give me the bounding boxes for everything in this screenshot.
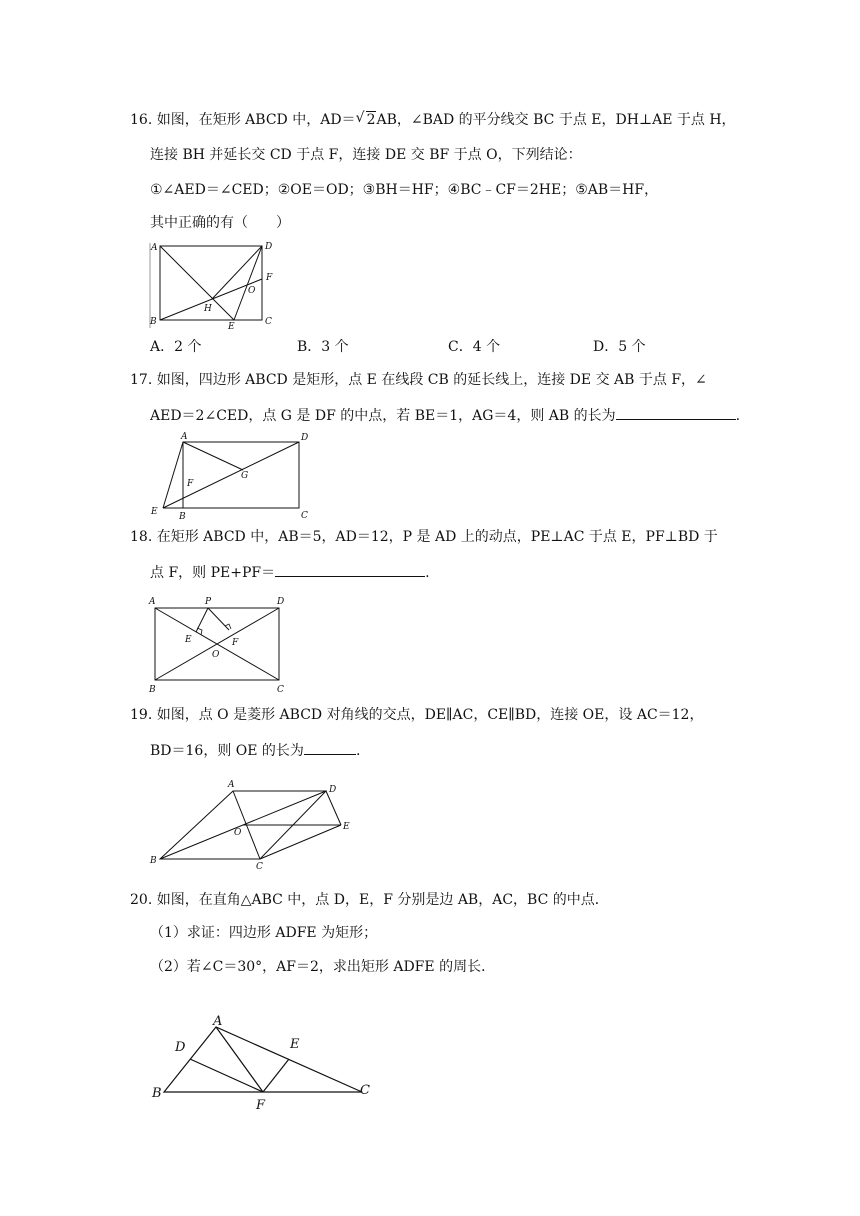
q16-line2: 连接 BH 并延长交 CD 于点 F，连接 DE 交 BF 于点 O，下列结论： — [150, 147, 582, 163]
q18-line2-end: . — [425, 565, 430, 581]
q16-label-d: D — [265, 242, 273, 252]
q19-figure — [145, 775, 360, 870]
q19-label-d: D — [329, 785, 337, 795]
q20-part2: （2）若∠C＝30°，AF＝2，求出矩形 ADFE 的周长． — [150, 959, 496, 975]
q16-label-e: E — [228, 322, 235, 330]
q18-answer-blank[interactable] — [275, 562, 425, 577]
q19-label-o: O — [234, 828, 242, 838]
q19-number: 19. — [130, 707, 153, 723]
q18-number: 18. — [130, 529, 153, 545]
q19-line2-end: . — [355, 743, 361, 759]
q20-figure — [148, 1015, 378, 1115]
q19-line1 — [130, 705, 703, 725]
q16-label-o: O — [248, 286, 256, 296]
q19-label-e: E — [343, 822, 350, 832]
q18-label-a: A — [149, 597, 156, 607]
q20-line1 — [130, 890, 609, 910]
sqrt-value: 2 — [366, 112, 376, 128]
q17-label-c: C — [301, 511, 308, 521]
sqrt-expression: √ 2 — [355, 110, 376, 128]
q19-label-a: A — [228, 780, 235, 790]
q16-label-h: H — [204, 304, 212, 314]
q19-label-b: B — [150, 856, 157, 866]
q16-option-a: A．2 个 — [150, 339, 202, 355]
q20-label-f: F — [256, 1098, 266, 1113]
q18-label-f: F — [232, 638, 239, 648]
q20-label-a: A — [213, 1015, 223, 1029]
q19-line2 — [150, 740, 360, 761]
q18-label-c: C — [277, 685, 284, 695]
q17-line1 — [130, 370, 707, 390]
q20-label-e: E — [290, 1037, 300, 1052]
q16-line1 — [130, 110, 736, 130]
q18-label-o: O — [212, 650, 220, 660]
q18-line2 — [150, 562, 430, 583]
q18-line2-text: 点 F，则 PE+PF＝ — [150, 565, 276, 581]
q17-line2 — [150, 405, 740, 426]
q19-line2-text: BD＝16，则 OE 的长为 — [150, 743, 304, 759]
q17-label-a: A — [181, 432, 188, 442]
q17-label-g: G — [241, 471, 249, 481]
q16-label-b: B — [150, 317, 157, 327]
q19-line1-text: 如图，点 O 是菱形 ABCD 对角线的交点，DE∥AC，CE∥BD，连接 OE，设 AC＝12， — [156, 707, 704, 723]
q19-label-c: C — [256, 862, 263, 870]
q16-figure — [145, 238, 280, 330]
q18-line1-text: 在矩形 ABCD 中，AB＝5，AD＝12，P 是 AD 上的动点，PE⊥AC 于点 E，PF⊥BD 于 — [156, 529, 718, 545]
q20-label-d: D — [175, 1040, 186, 1055]
q16-option-c: C．4 个 — [448, 339, 501, 355]
q18-label-d: D — [277, 597, 285, 607]
q18-label-b: B — [149, 685, 156, 695]
q16-line1-a: 如图，在矩形 ABCD 中，AD＝ — [156, 112, 356, 128]
q17-label-f: F — [187, 479, 194, 489]
q16-label-f: F — [266, 273, 273, 283]
q17-line2-end: . — [735, 408, 741, 424]
q19-answer-blank[interactable] — [304, 740, 356, 755]
q17-line1-text: 如图，四边形 ABCD 是矩形，点 E 在线段 CB 的延长线上，连接 DE 交 AB 于点 F，∠ — [156, 372, 707, 388]
q17-label-d: D — [301, 433, 309, 443]
q20-label-b: B — [152, 1086, 162, 1101]
q20-part1: （1）求证：四边形 ADFE 为矩形； — [150, 925, 378, 941]
q17-figure — [145, 428, 315, 524]
q18-figure — [145, 590, 295, 698]
q17-label-b: B — [179, 512, 186, 522]
q17-line2-text: AED＝2∠CED，点 G 是 DF 的中点，若 BE＝1，AG＝4，则 AB 的长为 — [150, 408, 616, 424]
q16-label-a: A — [151, 243, 158, 253]
q16-label-c: C — [265, 317, 272, 327]
q17-label-e: E — [151, 507, 158, 517]
q17-number: 17. — [130, 372, 153, 388]
q16-number: 16. — [130, 112, 153, 128]
q20-line1-text: 如图，在直角△ABC 中，点 D，E，F 分别是边 AB，AC，BC 的中点． — [156, 892, 609, 908]
q18-label-p: P — [205, 597, 212, 607]
q16-line3: ①∠AED＝∠CED；②OE＝OD；③BH＝HF；④BC﹣CF＝2HE；⑤AB＝HF， — [150, 182, 659, 198]
q20-number: 20. — [130, 892, 153, 908]
q20-label-c: C — [360, 1083, 370, 1098]
q16-option-b: B．3 个 — [297, 339, 349, 355]
q17-answer-blank[interactable] — [616, 405, 736, 420]
q16-line4: 其中正确的有（ ） — [150, 215, 290, 231]
q16-option-d: D．5 个 — [593, 339, 646, 355]
q18-line1 — [130, 527, 718, 547]
q16-line1-b: AB，∠BAD 的平分线交 BC 于点 E，DH⊥AE 于点 H， — [376, 112, 736, 128]
q18-label-e: E — [185, 635, 192, 645]
